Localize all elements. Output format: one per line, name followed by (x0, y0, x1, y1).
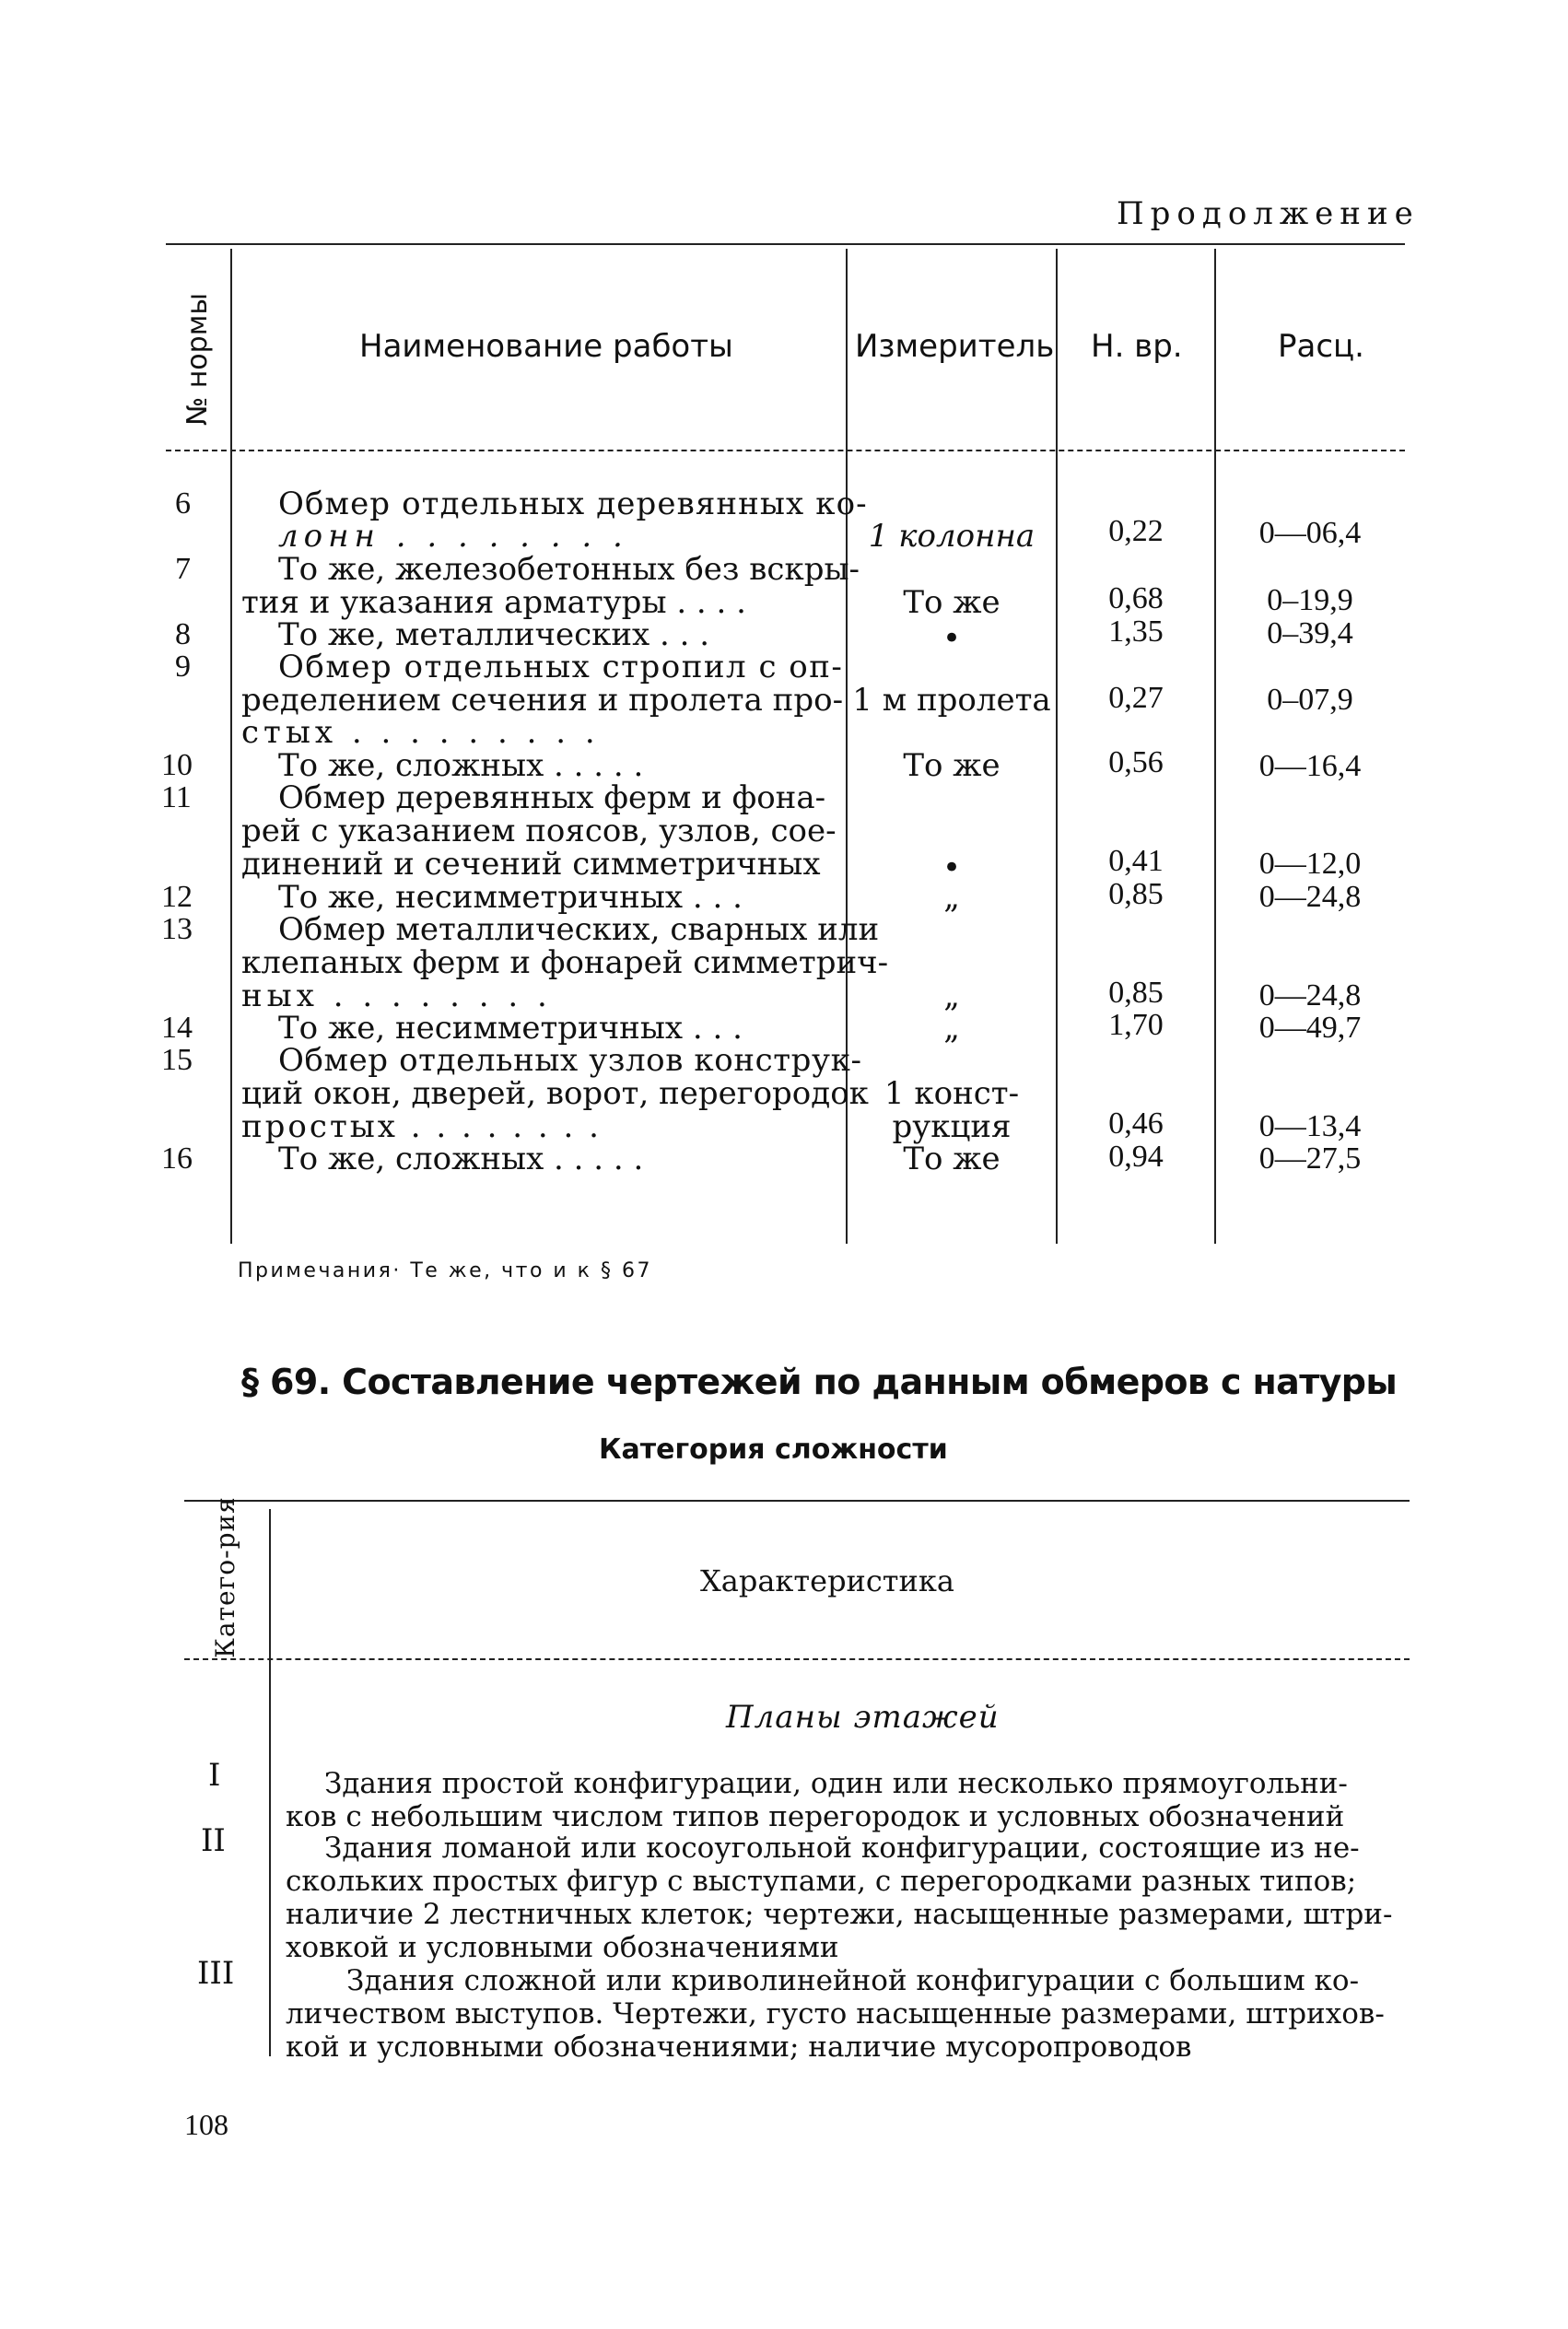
work-name-line: рей с указанием поясов, узлов, сое- (241, 813, 837, 849)
unit-cell: • (942, 620, 962, 657)
section-subtitle: Категория сложности (599, 1434, 948, 1466)
work-name-line: ций окон, дверей, ворот, перегородок (241, 1075, 869, 1112)
header-work-name: Наименование работы (359, 328, 733, 365)
table1-col-rule-4 (1214, 249, 1216, 1244)
unit-cell: 1 колонна (868, 518, 1036, 555)
unit-cell: 1 конст- (883, 1075, 1020, 1112)
unit-cell: „ (943, 977, 960, 1014)
rate-cell: 0—27,5 (1258, 1141, 1362, 1176)
work-name-line: ределением сечения и пролета про- (241, 682, 844, 719)
row-no: 9 (175, 650, 191, 684)
header-no-norm: № нормы (181, 292, 214, 427)
work-name-line: ных . . . . . . . . (241, 977, 552, 1014)
row-no: 7 (175, 552, 191, 586)
table2-header-rule (184, 1658, 1410, 1660)
work-name-line: лонн . . . . . . . . (278, 518, 628, 555)
characteristic-line: наличие 2 лестничных клеток; чертежи, насыщенные размерами, штри- (286, 1898, 1393, 1931)
category-cell: I (208, 1757, 221, 1794)
unit-cell: рукция (892, 1108, 1012, 1145)
page-number: 108 (184, 2108, 228, 2141)
category-cell: III (197, 1955, 235, 1992)
work-name-line: То же, металлических . . . (278, 616, 710, 653)
row-no: 8 (175, 617, 191, 651)
characteristic-line: Здания сложной или криволинейной конфигурации с большим ко- (346, 1964, 1360, 1997)
unit-cell: • (942, 849, 962, 886)
row-no: 10 (161, 748, 193, 782)
rate-cell: 0—24,8 (1258, 978, 1362, 1012)
table2-col-rule (269, 1509, 271, 2056)
category-cell: II (201, 1822, 226, 1859)
rate-cell: 0–07,9 (1267, 683, 1353, 717)
row-no: 14 (161, 1011, 193, 1045)
rate-cell: 0—12,0 (1258, 847, 1362, 881)
work-name-line: Обмер отдельных стропил с оп- (278, 649, 844, 685)
work-name-line: Обмер отдельных узлов конструк- (278, 1042, 862, 1079)
header-time: Н. вр. (1091, 328, 1183, 365)
unit-cell: 1 м пролета (852, 682, 1051, 719)
work-name-line: То же, сложных . . . . . (278, 747, 644, 784)
characteristic-line: скольких простых фигур с выступами, с перегородками разных типов; (286, 1865, 1357, 1898)
time-cell: 0,22 (1108, 514, 1164, 548)
unit-cell: То же (903, 1141, 1000, 1177)
work-name-line: То же, сложных . . . . . (278, 1141, 644, 1177)
unit-cell: То же (903, 747, 1000, 784)
row-no: 12 (161, 880, 193, 914)
rate-cell: 0—24,8 (1258, 880, 1362, 914)
work-name-line: клепаных ферм и фонарей симметрич- (241, 944, 889, 981)
work-name-line: Обмер деревянных ферм и фона- (278, 779, 826, 816)
header-characteristic: Характеристика (700, 1563, 954, 1598)
rate-cell: 0–39,4 (1267, 616, 1353, 650)
header-unit: Измеритель (855, 328, 1055, 365)
time-cell: 0,41 (1108, 844, 1164, 878)
time-cell: 0,85 (1108, 976, 1164, 1010)
unit-cell: „ (943, 879, 960, 916)
characteristic-line: ховкой и условными обозначениями (286, 1931, 839, 1964)
characteristic-line: Здания простой конфигурации, один или несколько прямоугольни- (324, 1767, 1348, 1800)
row-no: 6 (175, 486, 191, 521)
work-name-line: тия и указания арматуры . . . . (241, 584, 746, 621)
characteristic-line: кой и условными обозначениями; наличие мусоропроводов (286, 2031, 1192, 2064)
rate-cell: 0–19,9 (1267, 583, 1353, 617)
table2-top-rule (184, 1500, 1410, 1502)
work-name-line: То же, несимметричных . . . (278, 1010, 743, 1047)
header-category: Катего-рия (210, 1496, 240, 1658)
row-no: 15 (161, 1043, 193, 1077)
row-no: 11 (161, 780, 192, 814)
time-cell: 1,70 (1108, 1008, 1164, 1042)
table-note: Примечания· Те же, что и к § 67 (238, 1259, 652, 1282)
work-name-line: динений и сечений симметричных (241, 846, 821, 883)
work-name-line: То же, железобетонных без вскры- (278, 551, 860, 588)
row-no: 16 (161, 1141, 193, 1176)
continuation-label: Продолжение (1117, 195, 1420, 232)
work-name-line: Обмер отдельных деревянных ко- (278, 486, 868, 522)
time-cell: 0,85 (1108, 877, 1164, 911)
work-name-line: простых . . . . . . . . (241, 1108, 602, 1145)
work-name-line: То же, несимметричных . . . (278, 879, 743, 916)
time-cell: 0,27 (1108, 681, 1164, 715)
time-cell: 1,35 (1108, 614, 1164, 649)
section-title: § 69. Составление чертежей по данным обмеров с натуры (241, 1362, 1398, 1402)
characteristic-line: ков с небольшим числом типов перегородок и условных обозначений (286, 1800, 1345, 1833)
header-rate: Расц. (1278, 328, 1364, 365)
rate-cell: 0—13,4 (1258, 1109, 1362, 1143)
time-cell: 0,56 (1108, 745, 1164, 779)
time-cell: 0,68 (1108, 581, 1164, 615)
rate-cell: 0—06,4 (1258, 516, 1362, 550)
table1-top-rule (166, 243, 1405, 245)
unit-cell: „ (943, 1010, 960, 1047)
characteristic-line: личеством выступов. Чертежи, густо насыщенные размерами, штрихов- (286, 1997, 1385, 2031)
row-no: 13 (161, 912, 193, 946)
table1-col-rule-1 (230, 249, 232, 1244)
work-name-line: Обмер металлических, сварных или (278, 911, 880, 948)
characteristic-line: Здания ломаной или косоугольной конфигурации, состоящие из не- (324, 1832, 1360, 1865)
unit-cell: То же (903, 584, 1000, 621)
table1-col-rule-3 (1056, 249, 1058, 1244)
group-title: Планы этажей (726, 1699, 1000, 1736)
table1-header-rule (166, 450, 1405, 451)
work-name-line: стых . . . . . . . . . (241, 714, 600, 751)
rate-cell: 0—49,7 (1258, 1011, 1362, 1045)
rate-cell: 0—16,4 (1258, 749, 1362, 783)
time-cell: 0,94 (1108, 1140, 1164, 1174)
time-cell: 0,46 (1108, 1106, 1164, 1141)
